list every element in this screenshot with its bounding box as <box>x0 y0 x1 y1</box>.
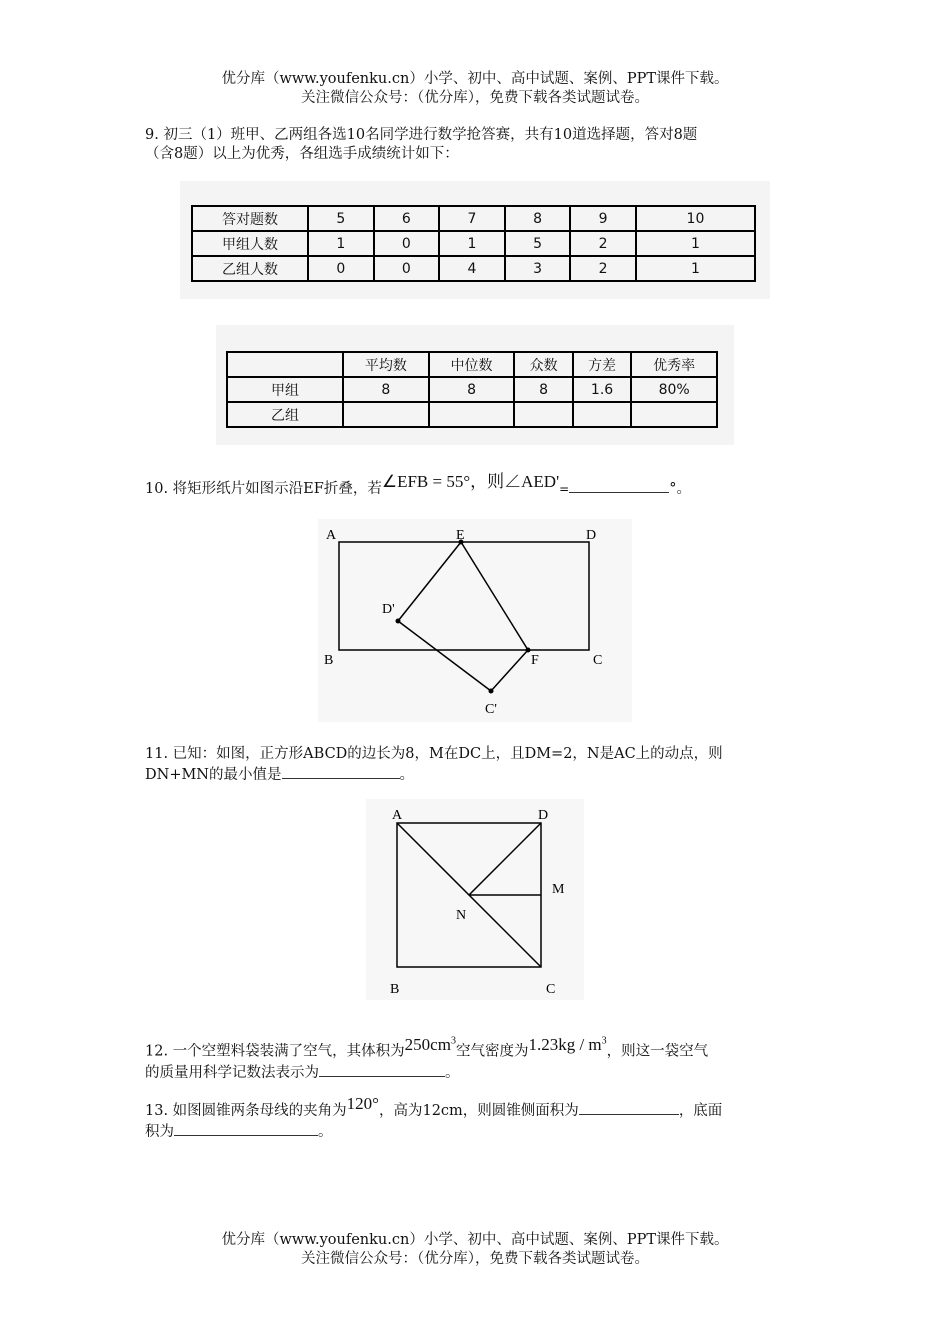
q13-angle: 120° <box>346 1094 379 1113</box>
q9-score-table <box>191 205 756 282</box>
q12-line-2-before: 的质量用科学记数法表示为 <box>145 1064 319 1081</box>
score-table-cell: 3 <box>505 256 571 281</box>
footer-line-1: 优分库（www.youfenku.cn）小学、初中、高中试题、案例、PPT课件下载。 <box>221 1232 729 1248</box>
stats-table-header <box>227 352 343 377</box>
stats-table-row-header: 乙组 <box>227 402 343 427</box>
segment-dc <box>398 621 491 691</box>
score-table-cell: 5 <box>505 231 571 256</box>
q12-density-value: 1.23kg / m <box>528 1034 602 1054</box>
label-c-prime: C' <box>485 702 497 717</box>
q11-line-1: 11. 已知：如图，正方形ABCD的边长为8，M在DC上，且DM=2，N是AC上的动点，则 <box>145 746 723 762</box>
score-table-cell: 4 <box>439 256 505 281</box>
score-table-cell: 1 <box>439 231 505 256</box>
q12-text-3: ，则这一袋空气 <box>606 1043 709 1060</box>
label-d: D <box>538 808 549 823</box>
score-table-cell: 2 <box>570 231 636 256</box>
stats-table-header: 众数 <box>514 352 572 377</box>
stats-table-cell: 8 <box>343 377 429 402</box>
label-n: N <box>456 908 467 923</box>
q10-figure <box>318 519 632 722</box>
score-table-cell: 0 <box>374 256 440 281</box>
q9-line-2: （含8题）以上为优秀，各组选手成绩统计如下： <box>145 146 459 162</box>
label-d-prime: D' <box>382 602 395 617</box>
fold-line-ef <box>461 542 528 650</box>
q10-text-before: 10. 将矩形纸片如图示沿EF折叠，若 <box>145 481 382 497</box>
q12-answer-blank[interactable] <box>319 1062 445 1077</box>
question-9-text <box>145 126 805 164</box>
score-table-cell: 10 <box>636 206 755 231</box>
question-13-text <box>145 1094 805 1142</box>
stats-table-cell[interactable] <box>429 402 515 427</box>
question-10-text <box>145 472 805 499</box>
segment-dn <box>469 823 541 895</box>
score-table-cell: 2 <box>570 256 636 281</box>
stats-table-cell[interactable] <box>631 402 717 427</box>
q12-density <box>528 1035 606 1054</box>
q9-table2-panel <box>216 325 734 445</box>
point-f <box>526 648 531 653</box>
q10-angle-math: ∠EFB = 55°，则∠AED' <box>381 472 560 491</box>
q11-answer-blank[interactable] <box>282 764 400 779</box>
score-table-cell: 7 <box>439 206 505 231</box>
q13-line-2-before: 积为 <box>145 1124 174 1140</box>
score-table-row-header: 答对题数 <box>192 206 308 231</box>
score-table-cell: 9 <box>570 206 636 231</box>
label-b: B <box>390 982 400 997</box>
q12-density-exp: 3 <box>601 1035 607 1046</box>
label-m: M <box>552 882 565 897</box>
q13-text-1: 13. 如图圆锥两条母线的夹角为 <box>145 1103 347 1119</box>
rectangle-abcd <box>339 542 589 650</box>
q10-text-after: °。 <box>669 481 691 497</box>
page-footer <box>0 1231 950 1269</box>
q12-volume-exp: 3 <box>450 1035 456 1046</box>
q12-line-2-after: 。 <box>445 1064 460 1081</box>
q10-equals: = <box>559 482 570 496</box>
q9-stats-table <box>226 351 718 428</box>
question-11-text <box>145 745 805 785</box>
score-table-cell: 0 <box>374 231 440 256</box>
segment-cf <box>491 650 528 691</box>
label-a: A <box>326 528 337 543</box>
stats-table-cell[interactable] <box>573 402 631 427</box>
q9-table1-panel <box>180 181 770 299</box>
score-table-cell: 5 <box>308 206 374 231</box>
q11-line-2-after: 。 <box>399 767 414 783</box>
q10-answer-blank[interactable] <box>569 478 669 493</box>
label-d: D <box>586 528 597 543</box>
point-d-prime <box>396 619 401 624</box>
segment-ed <box>398 542 461 621</box>
q12-volume-value: 250cm <box>404 1034 451 1054</box>
label-e: E <box>456 528 465 543</box>
stats-table-cell[interactable] <box>514 402 572 427</box>
q13-text-2: ，高为12cm，则圆锥侧面积为 <box>378 1103 579 1119</box>
header-line-1: 优分库（www.youfenku.cn）小学、初中、高中试题、案例、PPT课件下载。 <box>221 71 729 87</box>
score-table-row-header: 甲组人数 <box>192 231 308 256</box>
q13-base-area-blank[interactable] <box>174 1121 318 1136</box>
score-table-cell: 1 <box>636 256 755 281</box>
stats-table-cell[interactable] <box>343 402 429 427</box>
label-b: B <box>324 653 334 668</box>
score-table-cell: 8 <box>505 206 571 231</box>
stats-table-cell: 80% <box>631 377 717 402</box>
score-table-row <box>192 256 755 281</box>
q12-text-1: 12. 一个空塑料袋装满了空气，其体积为 <box>145 1043 405 1060</box>
stats-table-header: 中位数 <box>429 352 515 377</box>
q11-figure <box>366 799 584 1000</box>
stats-table-row <box>227 402 717 427</box>
q9-line-1: 9. 初三（1）班甲、乙两组各选10名同学进行数学抢答赛，共有10道选择题，答对8题 <box>145 127 698 143</box>
q12-volume <box>405 1035 456 1054</box>
label-c: C <box>593 653 603 668</box>
score-table-cell: 1 <box>636 231 755 256</box>
score-table-cell: 0 <box>308 256 374 281</box>
stats-table-header: 优秀率 <box>631 352 717 377</box>
label-c: C <box>546 982 556 997</box>
label-f: F <box>531 653 539 668</box>
q10-fold-diagram <box>318 519 632 722</box>
score-table-cell: 1 <box>308 231 374 256</box>
q12-text-2: 空气密度为 <box>455 1043 529 1060</box>
stats-table-row <box>227 377 717 402</box>
question-12-text <box>145 1034 805 1083</box>
stats-table-row-header: 甲组 <box>227 377 343 402</box>
q13-lateral-area-blank[interactable] <box>579 1100 679 1115</box>
stats-table-header: 方差 <box>573 352 631 377</box>
q13-text-3: ，底面 <box>678 1103 723 1119</box>
stats-table-header: 平均数 <box>343 352 429 377</box>
q11-square-diagram <box>366 799 584 1000</box>
score-table-row-header: 乙组人数 <box>192 256 308 281</box>
score-table-row <box>192 231 755 256</box>
stats-table-cell: 8 <box>514 377 572 402</box>
page-header <box>0 70 950 108</box>
point-c-prime <box>489 689 494 694</box>
stats-table-cell: 1.6 <box>573 377 631 402</box>
label-a: A <box>392 808 403 823</box>
q11-line-2-before: DN+MN的最小值是 <box>145 767 282 783</box>
score-table-row <box>192 206 755 231</box>
score-table-cell: 6 <box>374 206 440 231</box>
q13-line-2-after: 。 <box>318 1124 333 1140</box>
stats-table-header-row <box>227 352 717 377</box>
footer-line-2: 关注微信公众号：（优分库），免费下载各类试题试卷。 <box>301 1251 649 1267</box>
header-line-2: 关注微信公众号：（优分库），免费下载各类试题试卷。 <box>301 90 649 106</box>
stats-table-cell: 8 <box>429 377 515 402</box>
